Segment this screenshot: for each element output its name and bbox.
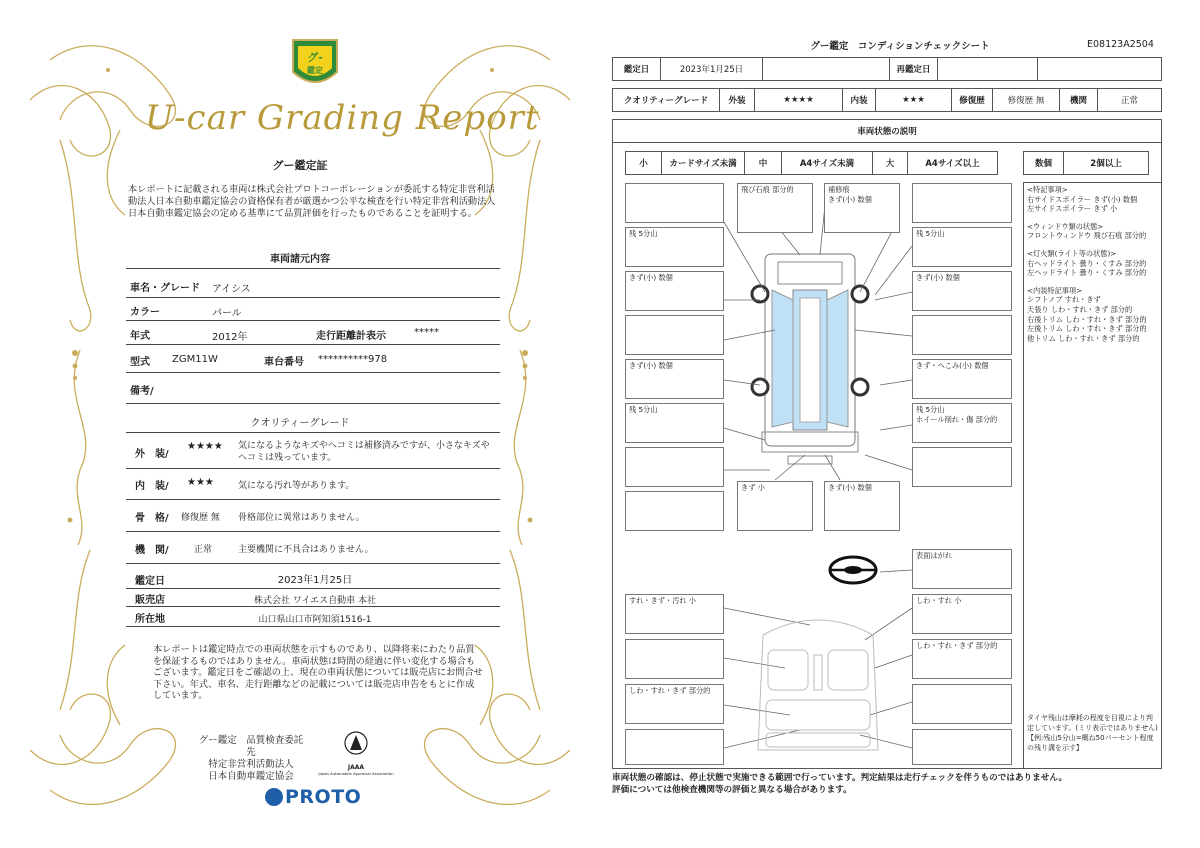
interior-diagram (748, 605, 888, 755)
divider (126, 468, 500, 469)
appraisal-date-label: 鑑定日 (135, 576, 165, 587)
quality-grade: ★★★★ (187, 441, 223, 452)
exterior-grade: ★★★★ (755, 89, 843, 111)
note-box-rear-left: きず 小 (737, 481, 813, 531)
note-line: シフトノブ すれ・きず (1027, 295, 1101, 305)
count-value: 2個以上 (1090, 159, 1122, 169)
divider (126, 403, 500, 404)
jaaa-subtext: Japan Automobile Appraisal Association (318, 771, 394, 776)
jaaa-text: JAAA (347, 764, 365, 771)
inspection-org (196, 735, 306, 783)
divider (126, 320, 500, 321)
note-line (1027, 278, 1158, 286)
dealer-label: 販売店 (135, 595, 165, 606)
divider (126, 531, 500, 532)
note-box (625, 491, 724, 531)
note-box (912, 183, 1012, 223)
bottom-disclaimer-line: 車両状態の確認は、停止状態で実施できる範囲で行っています。判定結果は走行チェックを伴うものではありません。 (612, 773, 1068, 783)
divider (126, 432, 500, 433)
count-label: 数個 (1024, 152, 1064, 174)
model-label: 型式 (130, 357, 150, 368)
note-box (625, 639, 724, 679)
note-line: <特記事項> (1027, 185, 1068, 194)
engine-value: 正常 (1120, 96, 1138, 106)
svg-text:グ-: グ- (307, 51, 323, 64)
address-value: 山口県山口市阿知須1516-1 (258, 615, 372, 625)
note-line: 左後トリム しわ・すれ・きず 部分的 (1027, 324, 1147, 334)
divider (126, 606, 500, 607)
divider (126, 268, 500, 269)
note-box-tire-fr: 残 5分山 (912, 227, 1012, 267)
inspection-org-line: 特定非営利活動法人 (208, 759, 294, 770)
note-line: <灯火類(ライト等の状態)> (1027, 248, 1117, 258)
interior-grade: ★★★ (876, 89, 952, 111)
quality-label: 骨 格/ (135, 513, 169, 524)
special-notes (1023, 182, 1162, 769)
note-box-tire-rr: 残 5分山 ホイール削れ・傷 部分的 (912, 403, 1012, 443)
note-box-front-left: 飛び石痕 部分的 (737, 183, 813, 233)
proto-logo (265, 786, 361, 808)
disclaimer-notice: 本レポートは鑑定時点での車両状態を示すものであり、以降将来にわたり品質を保証するものではありません。車両状態は時間の経過に伴い変化する場合もございます。鑑定日をご確認の上、現在の車両状態については販売店にお問合せ下さい。年式、車名、走行距離などの記載については販売店申告をもとに作成しています。 (153, 644, 483, 701)
chassis-value: **********978 (318, 354, 388, 365)
quality-desc: 主要機関に不具合はありません。 (238, 545, 374, 555)
size-small: 小 (626, 152, 662, 174)
grade-label: クオリティーグレード (613, 89, 720, 111)
size-large: 大 (873, 152, 908, 174)
interior-label: 内装 (843, 89, 876, 111)
quality-heading: クオリティーグレード (250, 418, 350, 429)
quality-label: 外 装/ (135, 449, 169, 460)
note-line: 天張り しわ・すれ・きず 部分的 (1027, 304, 1133, 314)
divider (126, 626, 500, 627)
steering-wheel-icon (828, 555, 878, 585)
divider (126, 499, 500, 500)
divider (126, 297, 500, 298)
repair-label: 修復歴 (952, 89, 993, 111)
specs-heading: 車両諸元内容 (270, 254, 330, 265)
note-line: <ウィンドウ類の状態> (1027, 221, 1104, 231)
quality-desc: 気になるようなキズやヘコミは補修済みですが、小さなキズやヘコミは残っています。 (238, 441, 490, 463)
note-box (912, 684, 1012, 724)
quality-desc: 気になる汚れ等があります。 (238, 481, 355, 491)
note-line: 右サイドスポイラー きず(小) 数個 (1027, 194, 1138, 204)
divider (126, 588, 500, 589)
note-box-right-rear: きず・へこみ(小) 数個 (912, 359, 1012, 399)
note-box-tire-rl: 残 5分山 (625, 403, 724, 443)
jaaa-emblem-icon (344, 730, 368, 760)
note-box (625, 183, 724, 223)
mileage-label: 走行距離計表示 (316, 331, 386, 342)
note-box (912, 729, 1012, 765)
tire-note: タイヤ残山は摩耗の程度を目視により判定しています。(ミリ表示ではありません)【例:残山5分山=概ね50パーセント程度の残り溝を示す】 (1027, 714, 1158, 752)
jaaa-logo (318, 730, 394, 776)
note-box (625, 729, 724, 765)
quality-grade: 正常 (194, 545, 213, 555)
note-box-rear-seat-left: しわ・すれ・きず 部分的 (625, 684, 724, 724)
year-value: 2012年 (212, 332, 248, 343)
note-box (912, 447, 1012, 487)
note-line: 他トリム しわ・すれ・きず 部分的 (1027, 333, 1140, 343)
size-medium-desc: A4サイズ未満 (782, 152, 873, 174)
engine-label: 機関 (1060, 89, 1098, 111)
model-value: ZGM11W (172, 354, 218, 365)
proto-mark-icon (265, 788, 283, 806)
note-box (912, 315, 1012, 355)
note-line: 右後トリム しわ・すれ・きず 部分的 (1027, 314, 1147, 324)
inspection-org-line: 日本自動車鑑定協会 (208, 771, 294, 782)
document-number: E08123A2504 (1087, 39, 1154, 50)
bottom-disclaimer-line: 評価については他検査機関等の評価と異なる場合があります。 (612, 785, 852, 795)
proto-logo-text: PROTO (285, 786, 362, 808)
note-box (625, 315, 724, 355)
color-label: カラー (130, 307, 160, 318)
note-box (625, 447, 724, 487)
divider (126, 344, 500, 345)
chassis-label: 車台番号 (264, 357, 304, 368)
quality-grade: ★★★ (187, 477, 214, 488)
bottom-disclaimer (612, 772, 1172, 796)
date-label: 鑑定日 (613, 58, 661, 80)
quality-label: 内 装/ (135, 481, 169, 492)
svg-text:鑑定: 鑑定 (307, 66, 323, 75)
quality-desc: 骨格部位に異常はありません。 (238, 513, 365, 523)
repair-value: 修復歴 無 (993, 89, 1060, 111)
goo-appraisal-badge-icon (288, 34, 342, 94)
quality-label: 機 関/ (135, 545, 169, 556)
date-value: 2023年1月25日 (661, 58, 763, 80)
note-line (1027, 214, 1158, 222)
script-title: U-car Grading Report (145, 98, 540, 138)
note-box-steering: 表面はがれ (912, 549, 1012, 589)
dealer-value: 株式会社 ワイエス自動車 本社 (253, 596, 377, 606)
reappraisal-label: 再鑑定日 (890, 58, 938, 80)
size-large-desc: A4サイズ以上 (925, 159, 980, 169)
certificate-intro: 本レポートに記載される車両は株式会社プロトコーポレーションが委託する特定非営利活動法人日本自動車鑑定協会の資格保有者が厳選かつ公平な検査を行い特定非営利活動法人日本自動車鑑定協会の定める基準にて品質評価を行ったものであることを証明する。 (128, 184, 496, 219)
appraisal-date-value: 2023年1月25日 (277, 575, 353, 586)
divider (126, 372, 500, 373)
note-box-right-front: きず(小) 数個 (912, 271, 1012, 311)
note-box-front-seat-right: しわ・すれ 小 (912, 594, 1012, 634)
note-line: 左ヘッドライト 曇り・くすみ 部分的 (1027, 268, 1147, 278)
note-box-rear-right: きず(小) 数個 (824, 481, 900, 531)
inspection-org-line: グー鑑定 品質検査委託先 (198, 735, 304, 758)
size-small-desc: カードサイズ未満 (662, 152, 745, 174)
year-label: 年式 (130, 331, 150, 342)
sheet-title: グー鑑定 コンディションチェックシート (810, 41, 990, 52)
remarks-label: 備考/ (130, 386, 154, 397)
vehicle-name-label: 車名・グレード (130, 283, 200, 294)
note-line (1027, 241, 1158, 249)
note-line: 左サイドスポイラー きず 小 (1027, 204, 1118, 214)
note-line: 右ヘッドライト 曇り・くすみ 部分的 (1027, 258, 1147, 268)
note-line: フロントウィンドウ 飛び石痕 部分的 (1027, 231, 1147, 241)
color-value: パール (212, 308, 242, 319)
size-medium: 中 (745, 152, 782, 174)
exterior-label: 外装 (720, 89, 755, 111)
mileage-value: ***** (414, 327, 439, 338)
note-line: <内装特記事項> (1027, 285, 1083, 295)
divider (126, 563, 500, 564)
note-box-left-front: きず(小) 数個 (625, 271, 724, 311)
address-label: 所在地 (135, 614, 165, 625)
vehicle-name-value: アイシス (212, 284, 251, 295)
condition-check-sheet (600, 0, 1200, 848)
condition-heading: 車両状態の説明 (612, 119, 1162, 143)
note-box-front-seat-left: すれ・きず・汚れ 小 (625, 594, 724, 634)
note-box-rear-seat-right: しわ・すれ・きず 部分的 (912, 639, 1012, 679)
quality-grade: 修復歴 無 (181, 513, 220, 523)
note-box-front-right: 補修痕 きず(小) 数個 (824, 183, 900, 233)
note-box-left-rear: きず(小) 数個 (625, 359, 724, 399)
certificate-title: グー鑑定証 (272, 159, 328, 172)
note-box-tire-fl: 残 5分山 (625, 227, 724, 267)
